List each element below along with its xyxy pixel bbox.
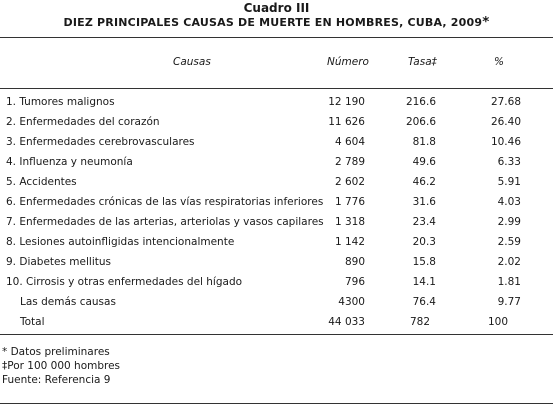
row-numero: 12 190 <box>328 96 365 108</box>
row-pct: 10.46 <box>490 136 521 148</box>
table-row <box>0 156 553 176</box>
row-numero: 796 <box>344 276 365 288</box>
row-pct: 2.02 <box>497 256 521 268</box>
row-causa: 7. Enfermedades de las arterias, arteriolas y vasos capilares <box>6 216 324 228</box>
row-pct: 1.81 <box>497 276 521 288</box>
table-row <box>0 196 553 216</box>
header-causas: Causas <box>173 56 211 68</box>
header-rule <box>0 88 553 89</box>
row-tasa: 46.2 <box>412 176 436 188</box>
footnote-tasa: ‡Por 100 000 hombres <box>2 360 121 372</box>
table-row <box>0 216 553 236</box>
table-row <box>0 116 553 136</box>
row-numero: 1 776 <box>334 196 365 208</box>
table-row <box>0 176 553 196</box>
row-pct: 2.99 <box>497 216 521 228</box>
row-causa: 4. Influenza y neumonía <box>6 156 133 168</box>
row-tasa: 15.8 <box>412 256 436 268</box>
row-numero: 1 318 <box>334 216 365 228</box>
table-row <box>0 236 553 256</box>
row-causa: 5. Accidentes <box>6 176 77 188</box>
row-numero: 11 626 <box>328 116 365 128</box>
row-tasa: 782 <box>410 316 431 328</box>
table-number: Cuadro III <box>243 1 310 15</box>
row-pct: 5.91 <box>497 176 521 188</box>
row-causa: 6. Enfermedades crónicas de las vías respiratorias inferiores <box>6 196 324 208</box>
row-tasa: 23.4 <box>412 216 436 228</box>
row-causa: 10. Cirrosis y otras enfermedades del hígado <box>6 276 243 288</box>
bottom-rule <box>0 334 553 335</box>
table-row <box>0 136 553 156</box>
header-tasa: Tasa‡ <box>408 56 437 68</box>
row-causa: 2. Enfermedades del corazón <box>6 116 160 128</box>
row-pct: 4.03 <box>497 196 521 208</box>
row-pct: 2.59 <box>497 236 521 248</box>
row-numero: 2 789 <box>334 156 365 168</box>
table-row <box>0 96 553 116</box>
row-tasa: 14.1 <box>412 276 436 288</box>
row-pct: 100 <box>488 316 509 328</box>
row-tasa: 20.3 <box>412 236 436 248</box>
table-title-mark: * <box>482 14 490 30</box>
row-numero: 4 604 <box>334 136 365 148</box>
row-numero: 4300 <box>338 296 365 308</box>
row-pct: 6.33 <box>497 156 521 168</box>
row-pct: 26.40 <box>490 116 521 128</box>
row-tasa: 216.6 <box>405 96 436 108</box>
top-rule <box>0 37 553 38</box>
row-numero: 1 142 <box>334 236 365 248</box>
row-causa: Total <box>20 316 45 328</box>
row-tasa: 49.6 <box>412 156 436 168</box>
row-numero: 2 602 <box>334 176 365 188</box>
row-pct: 27.68 <box>490 96 521 108</box>
table-row-total <box>0 316 553 336</box>
footnote-fuente: Fuente: Referencia 9 <box>2 374 111 386</box>
table-row <box>0 276 553 296</box>
footnote-preliminares: * Datos preliminares <box>2 346 110 358</box>
row-tasa: 206.6 <box>405 116 436 128</box>
row-causa: Las demás causas <box>20 296 116 308</box>
row-pct: 9.77 <box>497 296 521 308</box>
row-causa: 1. Tumores malignos <box>6 96 115 108</box>
page-rule <box>0 403 553 404</box>
row-tasa: 31.6 <box>412 196 436 208</box>
row-causa: 3. Enfermedades cerebrovasculares <box>6 136 195 148</box>
row-causa: 9. Diabetes mellitus <box>6 256 111 268</box>
header-pct: % <box>494 56 504 68</box>
row-numero: 44 033 <box>328 316 365 328</box>
table-title <box>0 14 553 30</box>
header-numero: Número <box>327 56 369 68</box>
row-numero: 890 <box>344 256 365 268</box>
row-causa: 8. Lesiones autoinfligidas intencionalmente <box>6 236 235 248</box>
row-tasa: 81.8 <box>412 136 436 148</box>
table-row-demas <box>0 296 553 316</box>
table-title-text: DIEZ PRINCIPALES CAUSAS DE MUERTE EN HOMBRES, CUBA, 2009 <box>63 16 483 29</box>
table-row <box>0 256 553 276</box>
row-tasa: 76.4 <box>412 296 436 308</box>
